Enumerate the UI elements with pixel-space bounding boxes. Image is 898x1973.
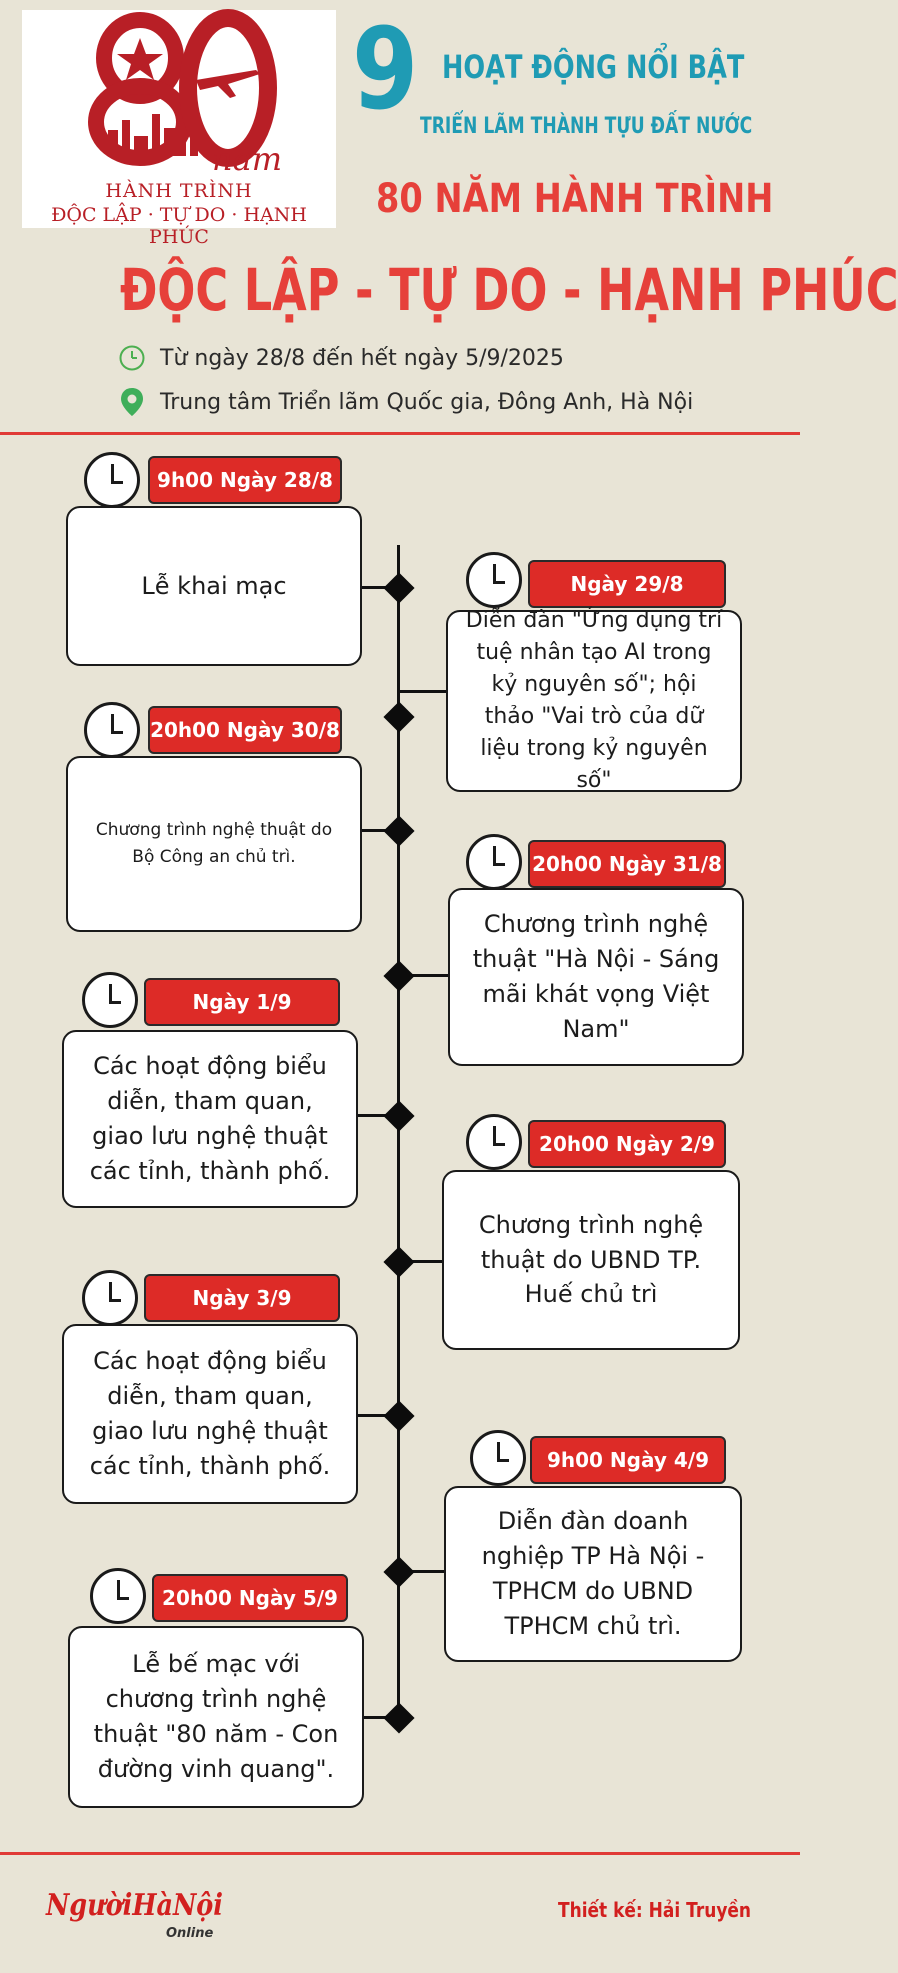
event-time-tag: Ngày 3/9	[144, 1274, 340, 1322]
headline-3: 80 NĂM HÀNH TRÌNH	[376, 176, 774, 222]
event-time-tag: Ngày 1/9	[144, 978, 340, 1026]
event-card: Chương trình nghệ thuật do Bộ Công an chủ trì.	[66, 756, 362, 932]
logo	[22, 10, 336, 248]
timeline-marker	[383, 815, 414, 846]
clock-icon	[90, 1568, 146, 1624]
event-card: Chương trình nghệ thuật do UBND TP. Huế chủ trì	[442, 1170, 740, 1350]
clock-icon	[466, 834, 522, 890]
event-card: Chương trình nghệ thuật "Hà Nội - Sáng mãi khát vọng Việt Nam"	[448, 888, 744, 1066]
headline-2: TRIỂN LÃM THÀNH TỰU ĐẤT NƯỚC	[420, 114, 753, 139]
brand-logo-sub: Online	[166, 1926, 214, 1941]
timeline-marker	[383, 1556, 414, 1587]
event-card: Diễn đàn doanh nghiệp TP Hà Nội - TPHCM do UBND TPHCM chủ trì.	[444, 1486, 742, 1662]
clock-icon	[84, 702, 140, 758]
clock-icon	[82, 972, 138, 1028]
event-time-tag: Ngày 29/8	[528, 560, 726, 608]
clock-icon	[466, 1114, 522, 1170]
design-credit: Thiết kế: Hải Truyền	[558, 1898, 752, 1922]
divider-bottom	[0, 1852, 800, 1855]
clock-icon	[118, 344, 146, 372]
location-text: Trung tâm Triển lãm Quốc gia, Đông Anh, Hà Nội	[160, 389, 694, 415]
event-card: Lễ khai mạc	[66, 506, 362, 666]
map-pin-icon	[118, 386, 146, 418]
date-text: Từ ngày 28/8 đến hết ngày 5/9/2025	[160, 345, 564, 371]
event-time-tag: 20h00 Ngày 30/8	[148, 706, 342, 754]
activity-count: 9	[352, 5, 419, 135]
timeline-marker	[383, 1400, 414, 1431]
timeline-marker	[383, 960, 414, 991]
date-info	[118, 344, 564, 372]
timeline-marker	[383, 572, 414, 603]
logo-subtitle-2: ĐỘC LẬP · TỰ DO · HẠNH PHÚC	[51, 204, 307, 248]
event-time-tag: 9h00 Ngày 4/9	[530, 1436, 726, 1484]
event-time-tag: 20h00 Ngày 5/9	[152, 1574, 348, 1622]
event-card: Diễn đàn "Ứng dụng trí tuệ nhân tạo AI trong kỷ nguyên số"; hội thảo "Vai trò của dữ liệu trong kỷ nguyên số"	[446, 610, 742, 792]
divider-top	[0, 432, 800, 435]
logo-nam-text: năm	[212, 140, 283, 178]
timeline-marker	[383, 1100, 414, 1131]
timeline-marker	[383, 1702, 414, 1733]
brand-logo: NgườiHàNội	[46, 1888, 223, 1923]
clock-icon	[82, 1270, 138, 1326]
timeline-marker	[383, 1246, 414, 1277]
clock-icon	[466, 552, 522, 608]
event-card: Lễ bế mạc với chương trình nghệ thuật "80 năm - Con đường vinh quang".	[68, 1626, 364, 1808]
logo-80-graphic	[78, 10, 278, 160]
location-info	[118, 386, 693, 418]
clock-icon	[84, 452, 140, 508]
event-card: Các hoạt động biểu diễn, tham quan, giao lưu nghệ thuật các tỉnh, thành phố.	[62, 1030, 358, 1208]
page-title: ĐỘC LẬP - TỰ DO - HẠNH PHÚC	[120, 256, 898, 324]
timeline-marker	[383, 701, 414, 732]
event-time-tag: 20h00 Ngày 2/9	[528, 1120, 726, 1168]
event-card: Các hoạt động biểu diễn, tham quan, giao lưu nghệ thuật các tỉnh, thành phố.	[62, 1324, 358, 1504]
logo-subtitle-1: HÀNH TRÌNH	[105, 180, 253, 202]
event-time-tag: 9h00 Ngày 28/8	[148, 456, 342, 504]
headline-1: HOẠT ĐỘNG NỔI BẬT	[442, 48, 745, 86]
event-time-tag: 20h00 Ngày 31/8	[528, 840, 726, 888]
clock-icon	[470, 1430, 526, 1486]
connector	[398, 690, 446, 693]
